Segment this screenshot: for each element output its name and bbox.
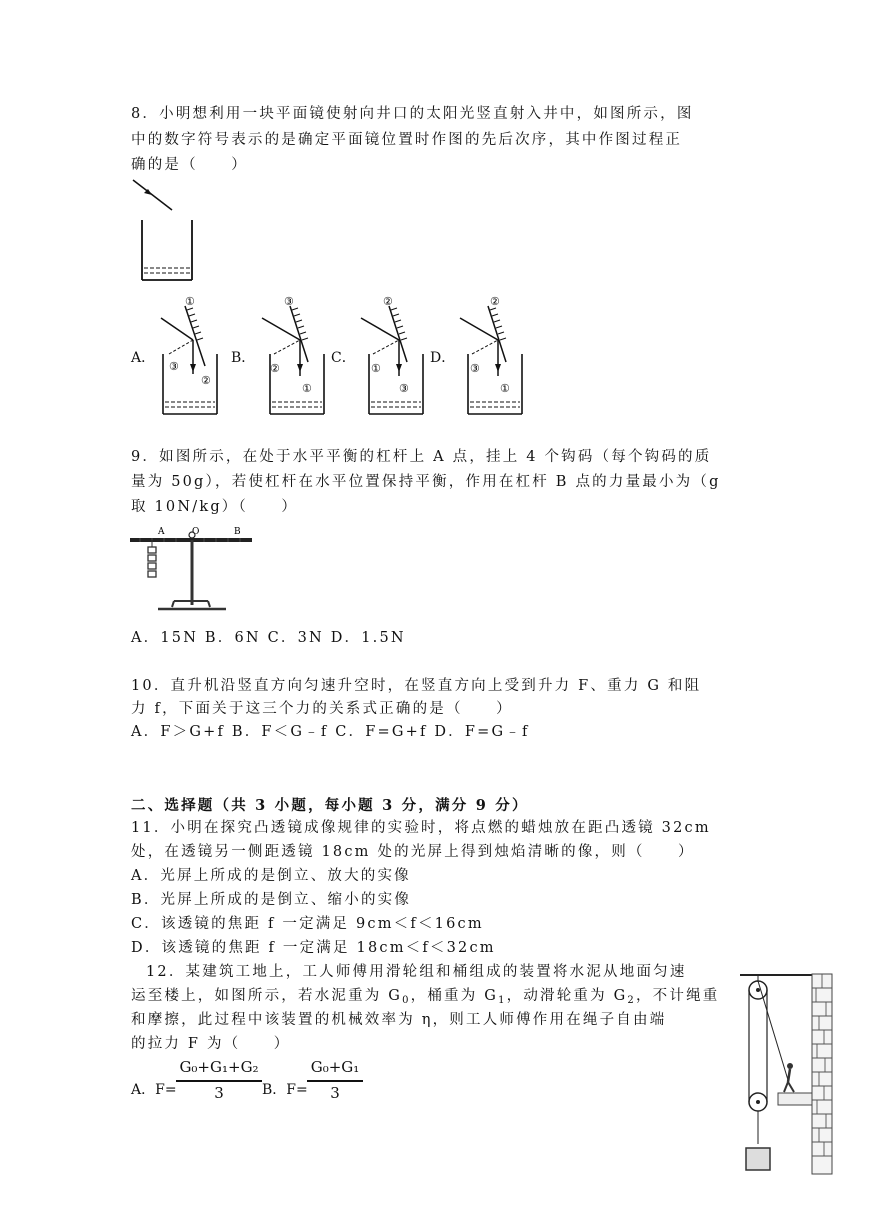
q9-label-b: B: [234, 527, 241, 537]
q8-d-mark-3: ①: [500, 382, 510, 395]
q9-label-o: O: [192, 527, 200, 537]
q9-options: A．15N B．6N C．3N D．1.5N: [131, 630, 406, 646]
q11-option-d: D．该透镜的焦距 f 一定满足 18cm＜f＜32cm: [131, 940, 496, 956]
q11-option-a: A．光屏上所成的是倒立、放大的实像: [131, 868, 411, 884]
q10-line-1: 10．直升机沿竖直方向匀速升空时，在竖直方向上受到升力 F、重力 G 和阻: [131, 678, 702, 694]
q10-options: A．F＞G+f B．F＜G﹣f C．F=G+f D．F=G﹣f: [131, 724, 530, 740]
q12-option-a-label: A．F=: [131, 1082, 177, 1098]
q8-d-mark-1: ②: [490, 295, 500, 308]
q11-line-1: 11．小明在探究凸透镜成像规律的实验时，将点燃的蜡烛放在距凸透镜 32cm: [131, 820, 711, 836]
q8-c-mark-1: ②: [383, 295, 393, 308]
q8-option-c-label: C．: [331, 350, 356, 366]
fraction-bar: [176, 1080, 262, 1082]
q8-a-mark-1: ①: [185, 295, 195, 308]
q9-line-3: 取 10N/kg）（ ）: [131, 499, 299, 515]
q12-option-a-numerator: G₀+G₁+G₂: [179, 1058, 259, 1076]
q12-pulley-figure: [740, 968, 855, 1178]
q8-a-mark-3: ②: [201, 374, 211, 387]
q11-option-b: B．光屏上所成的是倒立、缩小的实像: [131, 892, 412, 908]
q8-b-mark-1: ③: [284, 295, 294, 308]
q8-c-mark-3: ③: [399, 382, 409, 395]
q12-option-b-denominator: 3: [330, 1084, 340, 1102]
q8-b-mark-3: ①: [302, 382, 312, 395]
q8-line-1: 8．小明想利用一块平面镜使射向井口的太阳光竖直射入井中，如图所示，图: [131, 106, 694, 122]
section-2-heading: 二、选择题（共 3 小题，每小题 3 分，满分 9 分）: [131, 797, 529, 814]
q8-option-b-label: B．: [231, 350, 256, 366]
q8-well-figure: [130, 180, 210, 290]
q8-b-mark-2: ②: [270, 362, 280, 375]
q12-line-3: 和摩擦，此过程中该装置的机械效率为 η，则工人师傅作用在绳子自由端: [131, 1012, 667, 1028]
q12-line-2: 运至楼上，如图所示，若水泥重为 $G_0$，桶重为 $G_1$，动滑轮重为 $G_2$，不计绳重: [131, 988, 720, 1006]
q9-line-2: 量为 50g），若使杠杆在水平位置保持平衡，作用在杠杆 B 点的力量最小为（g: [131, 474, 721, 490]
q12-option-b-numerator: G₀+G₁: [310, 1058, 360, 1076]
q12-option-a-denominator: 3: [214, 1084, 224, 1102]
q11-option-c: C．该透镜的焦距 f 一定满足 9cm＜f＜16cm: [131, 916, 484, 932]
q8-option-a-figure: [155, 296, 225, 416]
q8-c-mark-2: ①: [371, 362, 381, 375]
q8-option-b-figure: [262, 296, 332, 416]
q8-line-3: 确的是（ ）: [131, 157, 248, 173]
q12-option-a-fraction: [176, 1058, 262, 1108]
q8-option-c-figure: [361, 296, 431, 416]
q8-d-mark-2: ③: [470, 362, 480, 375]
q9-line-1: 9．如图所示，在处于水平平衡的杠杆上 A 点，挂上 4 个钩码（每个钩码的质: [131, 449, 712, 465]
q12-option-b-label: B．F=: [262, 1082, 308, 1098]
q8-a-mark-2: ③: [169, 360, 179, 373]
q8-option-a-label: A．: [131, 350, 156, 366]
q9-label-a: A: [158, 527, 165, 537]
q12-line-4: 的拉力 F 为（ ）: [131, 1036, 291, 1052]
fraction-bar: [307, 1080, 363, 1082]
q9-lever-figure: [130, 525, 260, 620]
q8-line-2: 中的数字符号表示的是确定平面镜位置时作图的先后次序，其中作图过程正: [131, 132, 683, 148]
q11-line-2: 处，在透镜另一侧距透镜 18cm 处的光屏上得到烛焰清晰的像，则（ ）: [131, 844, 695, 860]
q8-option-d-figure: [460, 296, 530, 416]
q12-option-b-fraction: [307, 1058, 363, 1108]
q12-line-1: 12．某建筑工地上，工人师傅用滑轮组和桶组成的装置将水泥从地面匀速: [146, 964, 687, 980]
q10-line-2: 力 f，下面关于这三个力的关系式正确的是（ ）: [131, 701, 513, 717]
q8-option-d-label: D．: [430, 350, 456, 366]
